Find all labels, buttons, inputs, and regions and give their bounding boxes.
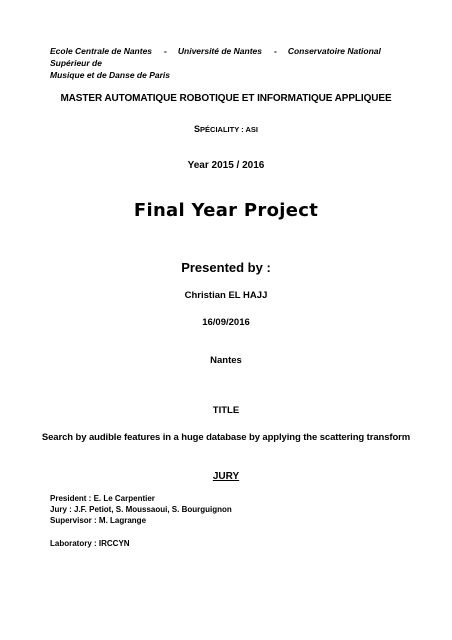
speciality [0, 124, 452, 134]
jury-label: JURY [212, 471, 240, 482]
title-label: TITLE [212, 405, 240, 416]
institution-conservatoire-continued: Musique et de Danse de Paris [50, 70, 170, 80]
program-name: MASTER AUTOMATIQUE ROBOTIQUE ET INFORMATIQUE APPLIQUEE [60, 93, 392, 104]
jury-list [50, 493, 410, 526]
speciality-initial: S [194, 124, 201, 134]
institution-conservatoire: Conservatoire National Supérieur de [50, 46, 381, 68]
thesis-title: Search by audible features in a huge database by applying the scattering transform [41, 432, 411, 443]
jury-president: President : E. Le Carpentier [50, 494, 155, 503]
city: Nantes [210, 355, 242, 366]
author-name: Christian EL HAJJ [184, 290, 268, 301]
presentation-date: 16/09/2016 [202, 317, 250, 328]
academic-year: Year 2015 / 2016 [187, 160, 265, 171]
institutions-header [50, 45, 420, 81]
institution-universite: Université de Nantes [177, 46, 262, 56]
presented-by-label: Presented by : [181, 260, 271, 275]
jury-members: Jury : J.F. Petiot, S. Moussaoui, S. Bourguignon [50, 505, 232, 514]
document-title: Final Year Project [133, 200, 319, 221]
jury-supervisor: Supervisor : M. Lagrange [50, 516, 147, 525]
separator: - [164, 46, 167, 56]
laboratory: Laboratory : IRCCYN [50, 539, 130, 548]
institution-ecole-centrale: Ecole Centrale de Nantes [50, 46, 153, 56]
separator: - [273, 46, 277, 56]
speciality-rest: PÉCIALITY : ASI [200, 125, 258, 134]
